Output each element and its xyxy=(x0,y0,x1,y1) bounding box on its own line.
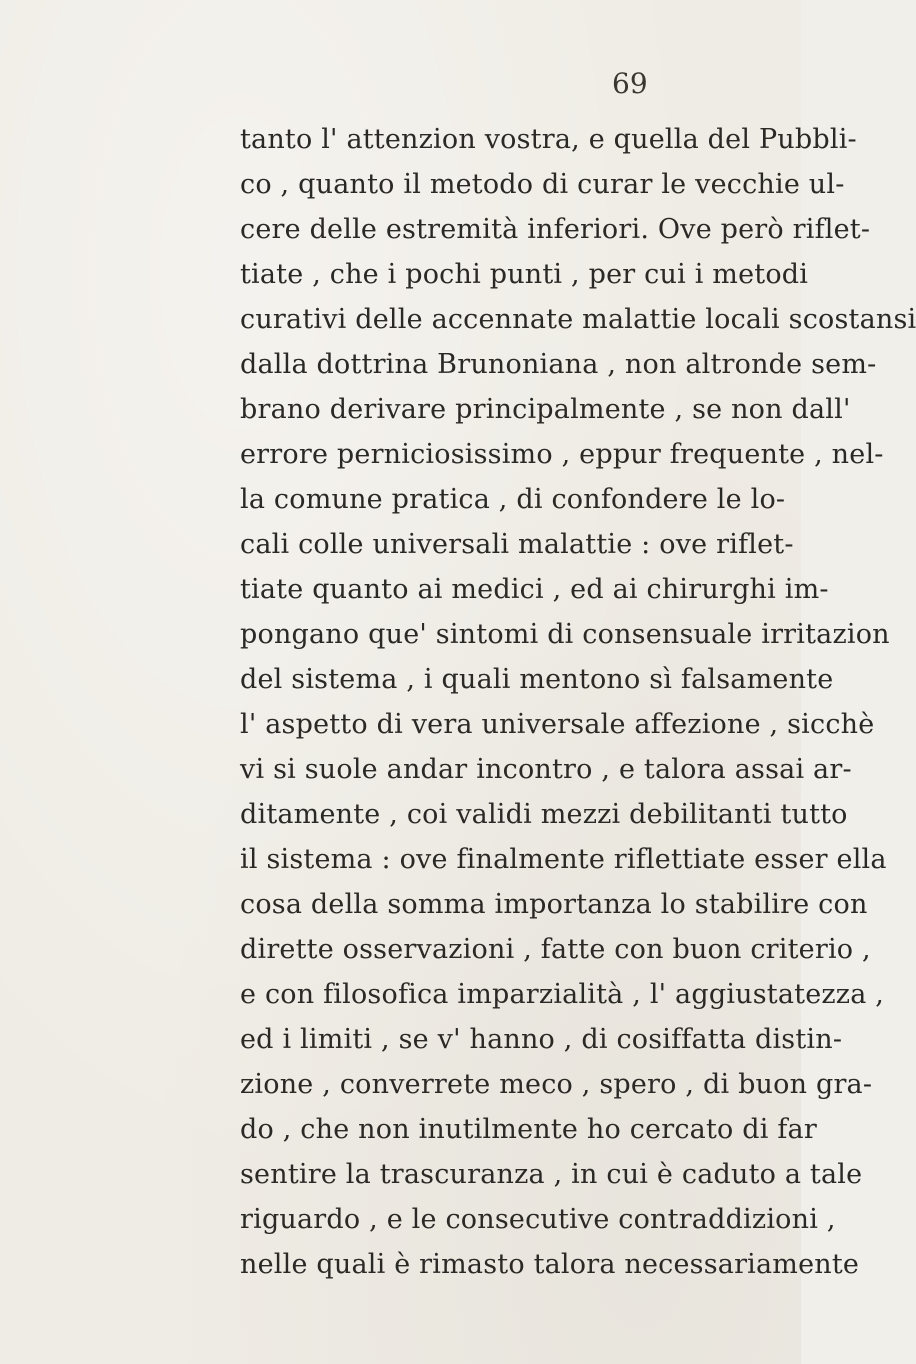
text-line: tiate , che i pochi punti , per cui i metodi xyxy=(240,259,809,290)
text-line: sentire la trascuranza , in cui è caduto a tale xyxy=(240,1159,863,1190)
text-line: zione , converrete meco , spero , di buon gra- xyxy=(240,1069,873,1100)
text-line: cere delle estremità inferiori. Ove però riflet- xyxy=(240,214,871,245)
text-line: tiate quanto ai medici , ed ai chirurghi im- xyxy=(240,574,829,605)
text-line: riguardo , e le consecutive contraddizioni , xyxy=(240,1204,836,1235)
text-line: tanto l' attenzion vostra, e quella del Pubbli- xyxy=(240,124,857,155)
text-line: cali colle universali malattie : ove riflet- xyxy=(240,529,794,560)
text-line: del sistema , i quali mentono sì falsamente xyxy=(240,664,834,695)
text-line: errore perniciosissimo , eppur frequente , nel- xyxy=(240,439,884,470)
text-line: pongano que' sintomi di consensuale irritazion xyxy=(240,619,890,650)
text-line: la comune pratica , di confondere le lo- xyxy=(240,484,786,515)
text-line: cosa della somma importanza lo stabilire con xyxy=(240,889,868,920)
text-line: il sistema : ove finalmente riflettiate esser ella xyxy=(240,844,887,875)
text-line: vi si suole andar incontro , e talora assai ar- xyxy=(240,754,852,785)
text-line: e con filosofica imparzialità , l' aggiustatezza , xyxy=(240,979,885,1010)
text-line: dirette osservazioni , fatte con buon criterio , xyxy=(240,934,871,965)
text-line: curativi delle accennate malattie locali scostansi xyxy=(240,304,916,335)
text-line: do , che non inutilmente ho cercato di far xyxy=(240,1114,817,1145)
text-line: dalla dottrina Brunoniana , non altronde sem- xyxy=(240,349,877,380)
text-line: co , quanto il metodo di curar le vecchie ul- xyxy=(240,169,845,200)
text-line: ditamente , coi validi mezzi debilitanti tutto xyxy=(240,799,848,830)
text-line: nelle quali è rimasto talora necessariamente xyxy=(240,1249,860,1280)
page-number: 69 xyxy=(612,67,648,100)
text-line: brano derivare principalmente , se non dall' xyxy=(240,394,851,425)
text-line: l' aspetto di vera universale affezione , sicchè xyxy=(240,709,875,740)
text-line: ed i limiti , se v' hanno , di cosiffatta distin- xyxy=(240,1024,843,1055)
